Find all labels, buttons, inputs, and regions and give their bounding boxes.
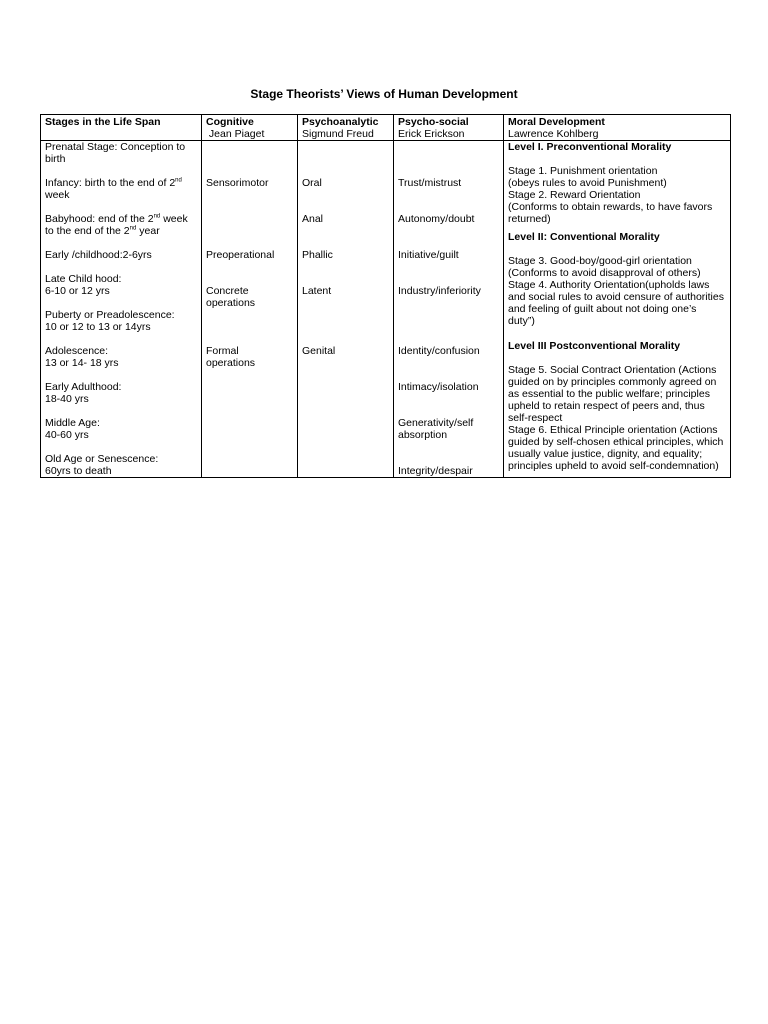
moral-stage-1-desc: (obeys rules to avoid Punishment) — [508, 177, 667, 189]
cognitive-column — [202, 141, 298, 478]
stage-middle-age: Middle Age: 40-60 yrs — [45, 417, 100, 441]
psychoanalytic-anal: Anal — [302, 213, 324, 225]
moral-level-3: Level III Postconventional Morality — [508, 340, 681, 352]
psychosocial-trust: Trust/mistrust — [398, 177, 462, 189]
psychoanalytic-phallic: Phallic — [302, 249, 333, 261]
stages-column — [41, 141, 202, 478]
header-psychoanalytic-title: Psychoanalytic — [302, 116, 379, 128]
header-stages — [41, 115, 202, 141]
stage-late-childhood: Late Child hood: 6-10 or 12 yrs — [45, 273, 122, 297]
header-stages-title: Stages in the Life Span — [45, 116, 161, 128]
moral-stage-5: Stage 5. Social Contract Orientation (Actions guided on by principles commonly agreed on as essential to the public welfare; principles upheld to retain respect of peers and, thus self-respect — [508, 364, 717, 424]
moral-stage-6: Stage 6. Ethical Principle orientation (Actions guided by self-chosen ethical principles, which usually value justice, dignity, and equality; principles upheld to avoid self-condemnation) — [508, 424, 724, 472]
stage-babyhood: Babyhood: end of the 2nd week to the end of the 2nd year — [45, 213, 188, 237]
psychoanalytic-column — [298, 141, 394, 478]
psychosocial-integrity: Integrity/despair — [398, 465, 473, 477]
psychosocial-industry: Industry/inferiority — [398, 285, 481, 297]
psychosocial-initiative: Initiative/guilt — [398, 249, 459, 261]
moral-stage-3-desc: (Conforms to avoid disapproval of others) — [508, 267, 701, 279]
header-cognitive-title: Cognitive — [206, 116, 254, 128]
stage-puberty: Puberty or Preadolescence: 10 or 12 to 13 or 14yrs — [45, 309, 175, 333]
psychosocial-autonomy: Autonomy/doubt — [398, 213, 475, 225]
table-header-row — [41, 115, 731, 141]
moral-stage-2: Stage 2. Reward Orientation — [508, 189, 641, 201]
moral-level-1: Level I. Preconventional Morality — [508, 141, 672, 153]
psychoanalytic-latent: Latent — [302, 285, 332, 297]
header-psychoanalytic-theorist: Sigmund Freud — [302, 128, 374, 140]
stage-infancy: Infancy: birth to the end of 2nd week — [45, 177, 182, 201]
cognitive-formal: Formal operations — [206, 345, 256, 369]
moral-column — [504, 141, 731, 478]
header-psychoanalytic — [298, 115, 394, 141]
header-psychosocial — [394, 115, 504, 141]
moral-stage-4: Stage 4. Authority Orientation(upholds laws and social rules to avoid censure of authorities and feeling of guilt about not doing one’s duty”) — [508, 279, 724, 327]
psychosocial-identity: Identity/confusion — [398, 345, 480, 357]
header-psychosocial-theorist: Erick Erickson — [398, 128, 465, 140]
stage-old-age: Old Age or Senescence: 60yrs to death — [45, 453, 159, 477]
table-row — [41, 141, 731, 478]
cognitive-preoperational: Preoperational — [206, 249, 275, 261]
stage-adolescence: Adolescence: 13 or 14- 18 yrs — [45, 345, 119, 369]
moral-stage-3: Stage 3. Good-boy/good-girl orientation — [508, 255, 692, 267]
psychoanalytic-oral: Oral — [302, 177, 322, 189]
stage-early-childhood: Early /childhood:2-6yrs — [45, 249, 152, 261]
header-moral-title: Moral Development — [508, 116, 605, 128]
psychosocial-column — [394, 141, 504, 478]
stage-prenatal: Prenatal Stage: Conception to birth — [45, 141, 186, 165]
cognitive-sensorimotor: Sensorimotor — [206, 177, 269, 189]
header-cognitive-theorist: Jean Piaget — [206, 128, 265, 140]
moral-stage-2-desc: (Conforms to obtain rewards, to have favors returned) — [508, 201, 713, 225]
header-moral — [504, 115, 731, 141]
cognitive-concrete: Concrete operations — [206, 285, 256, 309]
psychosocial-generativity: Generativity/self absorption — [398, 417, 474, 441]
development-table — [40, 114, 731, 478]
moral-level-2: Level II: Conventional Morality — [508, 231, 660, 243]
header-cognitive — [202, 115, 298, 141]
stage-early-adulthood: Early Adulthood: 18-40 yrs — [45, 381, 122, 405]
header-psychosocial-title: Psycho-social — [398, 116, 469, 128]
header-moral-theorist: Lawrence Kohlberg — [508, 128, 599, 140]
moral-stage-1: Stage 1. Punishment orientation — [508, 165, 658, 177]
psychosocial-intimacy: Intimacy/isolation — [398, 381, 479, 393]
psychoanalytic-genital: Genital — [302, 345, 336, 357]
document-title: Stage Theorists’ Views of Human Development — [250, 87, 518, 101]
